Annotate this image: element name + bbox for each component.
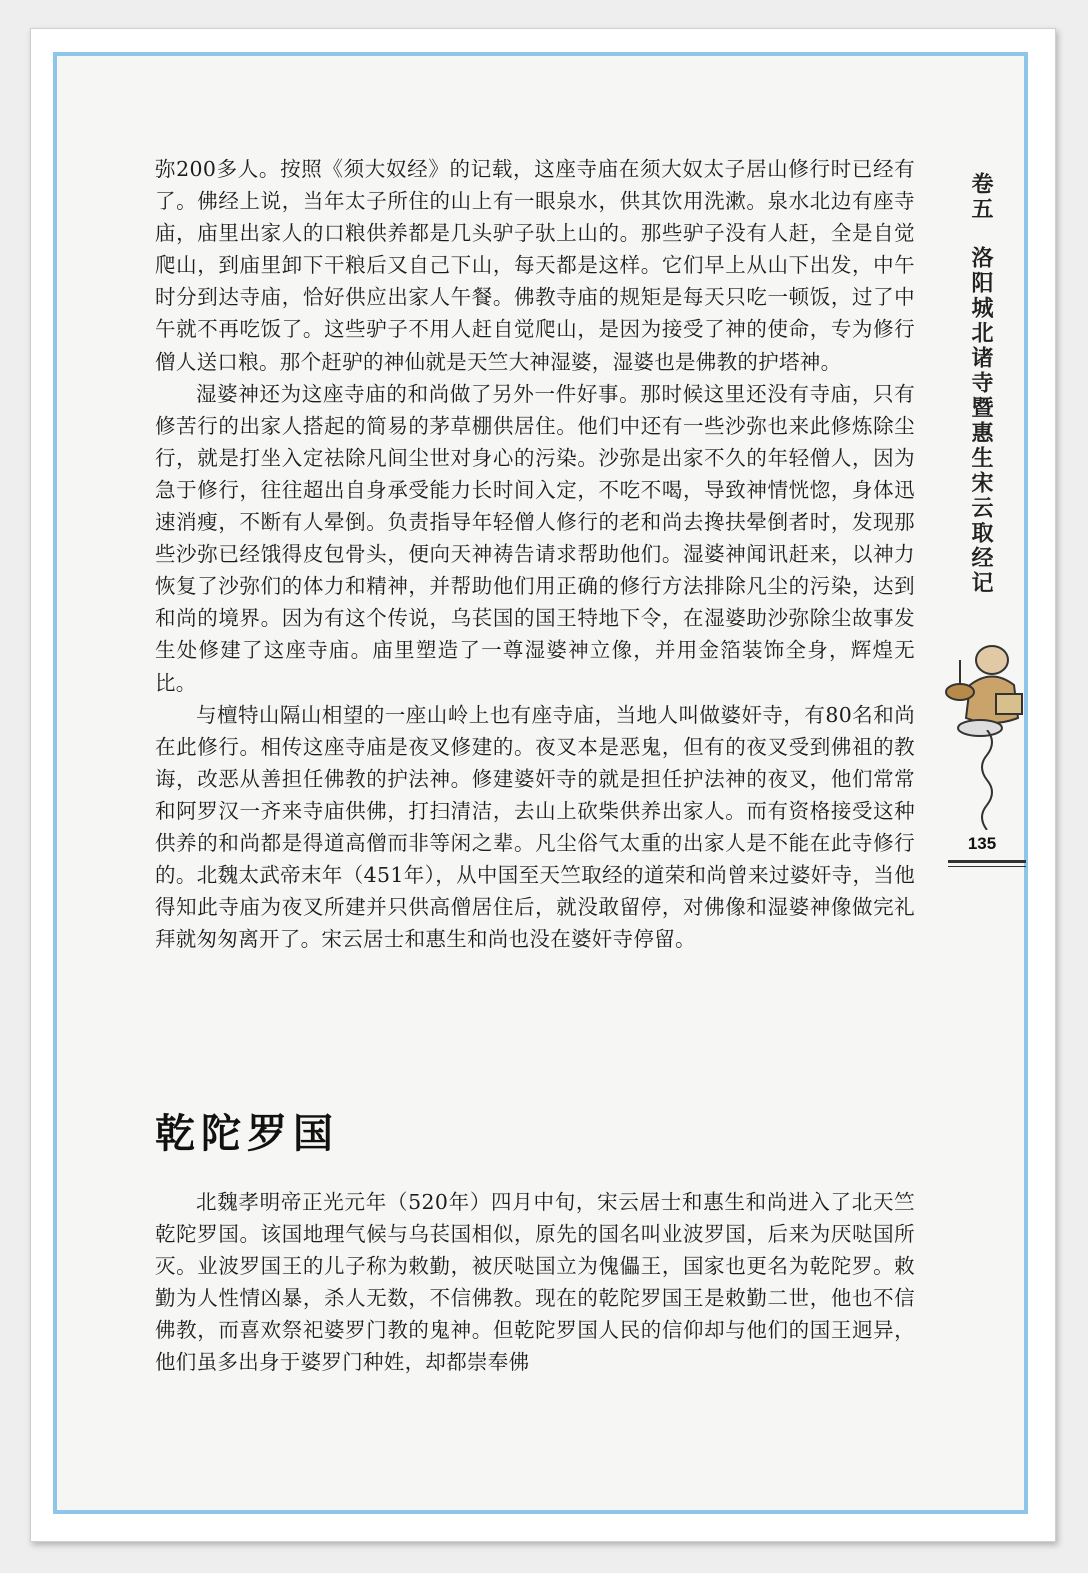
body-text-top: [155, 153, 915, 955]
wave-ornament-icon: [972, 730, 1002, 830]
body-text-bottom: [155, 1186, 915, 1379]
page-number: 135: [967, 834, 997, 853]
paragraph: 北魏孝明帝正光元年（520年）四月中旬，宋云居士和惠生和尚进入了北天竺乾陀罗国。该国地理气候与乌苌国相似，原先的国名叫业波罗国，后来为厌哒国所灭。业波罗国王的儿子称为敕勤，被厌哒国立为傀儡王，国家也更名为乾陀罗。敕勤为人性情凶暴，杀人无数，不信佛教。现在的乾陀罗国王是敕勤二世，他也不信佛教，而喜欢祭祀婆罗门教的鬼神。但乾陀罗国人民的信仰却与他们的国王迥异，他们虽多出身于婆罗门种姓，却都崇奉佛: [155, 1190, 915, 1375]
section-title: 乾陀罗国: [155, 1110, 339, 1157]
paragraph: 与檀特山隔山相望的一座山岭上也有座寺庙，当地人叫做婆奸寺，有80名和尚在此修行。相传这座寺庙是夜叉修建的。夜叉本是恶鬼，但有的夜叉受到佛祖的教诲，改恶从善担任佛教的护法神。修建婆奸寺的就是担任护法神的夜叉，他们常常和阿罗汉一齐来寺庙供佛，打扫清洁，去山上砍柴供养出家人。而有资格接受这种供养的和尚都是得道高僧而非等闲之辈。凡尘俗气太重的出家人是不能在此寺修行的。北魏太武帝末年（451年），从中国至天竺取经的道荣和尚曾来过婆奸寺，当他得知此寺庙为夜叉所建并只供高僧居住后，就没敢留停，对佛像和湿婆神像做完礼拜就匆匆离开了。宋云居士和惠生和尚也没在婆奸寺停留。: [155, 702, 915, 952]
page-number-rule: [948, 866, 1026, 867]
paragraph: 湿婆神还为这座寺庙的和尚做了另外一件好事。那时候这里还没有寺庙，只有修苦行的出家人搭起的简易的茅草棚供居住。他们中还有一些沙弥也来此修炼除尘行，就是打坐入定祛除凡间尘世对身心的污染。沙弥是出家不久的年轻僧人，因为急于修行，往往超出自身承受能力长时间入定，不吃不喝，导致神情恍惚，身体迅速消瘦，不断有人晕倒。负责指导年轻僧人修行的老和尚去搀扶晕倒者时，发现那些沙弥已经饿得皮包骨头，便向天神祷告请求帮助他们。湿婆神闻讯赶来，以神力恢复了沙弥们的体力和精神，并帮助他们用正确的修行方法排除凡尘的污染，达到和尚的境界。因为有这个传说，乌苌国的国王特地下令，在湿婆助沙弥除尘故事发生处修建了这座寺庙。庙里塑造了一尊湿婆神立像，并用金箔装饰全身，辉煌无比。: [155, 381, 915, 695]
chapter-label: 洛阳城北诸寺暨惠生宋云取经记: [968, 246, 994, 596]
paragraph: 弥200多人。按照《须大奴经》的记载，这座寺庙在须大奴太子居山修行时已经有了。佛经上说，当年太子所住的山上有一眼泉水，供其饮用洗漱。泉水北边有座寺庙，庙里出家人的口粮供养都是几头驴子驮上山的。那些驴子没有人赶，全是自觉爬山，到庙里卸下干粮后又自己下山，每天都是这样。它们早上从山下出发，中午时分到达寺庙，恰好供应出家人午餐。佛教寺庙的规矩是每天只吃一顿饭，过了中午就不再吃饭了。这些驴子不用人赶自觉爬山，是因为接受了神的使命，专为修行僧人送口粮。那个赶驴的神仙就是天竺大神湿婆，湿婆也是佛教的护塔神。: [155, 157, 915, 374]
page-number-rule: [948, 860, 1026, 863]
volume-label: 卷五: [968, 172, 994, 222]
monk-illustration-icon: [940, 630, 1026, 740]
running-header-vertical: [966, 172, 996, 596]
